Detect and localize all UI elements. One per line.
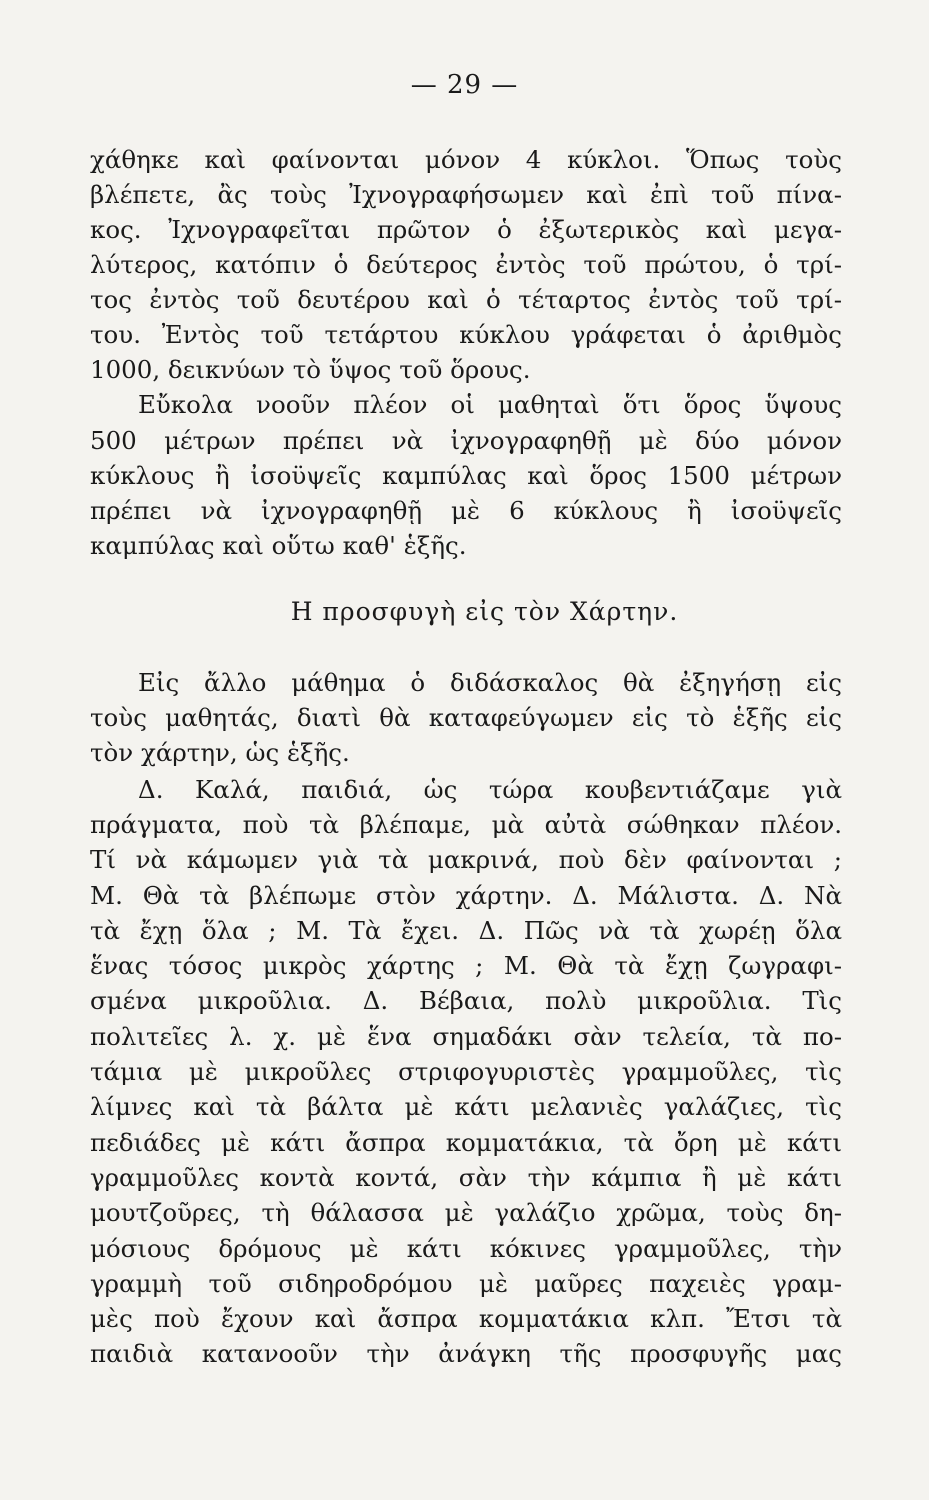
page-number: — 29 —: [410, 70, 519, 100]
text-line: πρέπει νὰ ἰχνογραφηθῇ μὲ 6 κύκλους ἢ ἰσοϋψεῖς: [90, 496, 842, 525]
text-line: 1000, δεικνύων τὸ ὕψος τοῦ ὅρους.: [90, 355, 531, 384]
text-line: του. Ἐντὸς τοῦ τετάρτου κύκλου γράφεται ὁ ἀριθμὸς: [90, 320, 842, 349]
section-heading: Η προσφυγὴ εἰς τὸν Χάρτην.: [290, 597, 679, 626]
text-line: παιδιὰ κατανοοῦν τὴν ἀνάγκη τῆς προσφυγῆς μας: [90, 1339, 842, 1368]
text-line: τος ἐντὸς τοῦ δευτέρου καὶ ὁ τέταρτος ἐντὸς τοῦ τρί-: [90, 285, 842, 314]
text-line: πολιτεῖες λ. χ. μὲ ἕνα σημαδάκι σὰν τελεία, τὰ πο-: [90, 1022, 842, 1051]
text-line: Εὔκολα νοοῦν πλέον οἱ μαθηταὶ ὅτι ὅρος ὕψους: [138, 390, 842, 419]
text-line: σμένα μικροῦλια. Δ. Βέβαια, πολὺ μικροῦλια. Τὶς: [90, 986, 842, 1015]
text-line: γραμμοῦλες κοντὰ κοντά, σὰν τὴν κάμπια ἢ μὲ κάτι: [90, 1163, 842, 1192]
text-line: Εἰς ἄλλο μάθημα ὁ διδάσκαλος θὰ ἐξηγήσῃ εἰς: [138, 668, 842, 697]
text-line: ἕνας τόσος μικρὸς χάρτης ; Μ. Θὰ τὰ ἔχῃ ζωγραφι-: [90, 951, 842, 980]
text-line: μόσιους δρόμους μὲ κάτι κόκινες γραμμοῦλες, τὴν: [90, 1234, 842, 1263]
text-line: πεδιάδες μὲ κάτι ἄσπρα κομματάκια, τὰ ὄρη μὲ κάτι: [90, 1128, 842, 1157]
text-line: καμπύλας καὶ οὕτω καθ' ἑξῆς.: [90, 531, 467, 560]
text-line: μουτζοῦρες, τὴ θάλασσα μὲ γαλάζιο χρῶμα, τοὺς δη-: [90, 1198, 842, 1227]
text-line: τὸν χάρτην, ὡς ἑξῆς.: [90, 738, 350, 767]
text-line: Τί νὰ κάμωμεν γιὰ τὰ μακρινά, ποὺ δὲν φαίνονται ;: [90, 845, 842, 874]
text-line: 500 μέτρων πρέπει νὰ ἰχνογραφηθῇ μὲ δύο μόνον: [90, 426, 842, 455]
text-line: λίμνες καὶ τὰ βάλτα μὲ κάτι μελανιὲς γαλάζιες, τὶς: [90, 1092, 842, 1121]
text-line: τοὺς μαθητάς, διατὶ θὰ καταφεύγωμεν εἰς τὸ ἑξῆς εἰς: [90, 703, 842, 732]
text-line: τάμια μὲ μικροῦλες στριφογυριστὲς γραμμοῦλες, τὶς: [90, 1057, 842, 1086]
text-line: γραμμὴ τοῦ σιδηροδρόμου μὲ μαῦρες παχειὲς γραμ-: [90, 1269, 842, 1298]
text-line: Δ. Καλά, παιδιά, ὡς τώρα κουβεντιάζαμε γιὰ: [138, 775, 842, 804]
text-line: λύτερος, κατόπιν ὁ δεύτερος ἐντὸς τοῦ πρώτου, ὁ τρί-: [90, 250, 842, 279]
text-line: τὰ ἔχῃ ὅλα ; Μ. Τὰ ἔχει. Δ. Πῶς νὰ τὰ χωρέῃ ὅλα: [90, 916, 842, 945]
text-line: κύκλους ἢ ἰσοϋψεῖς καμπύλας καὶ ὅρος 1500 μέτρων: [90, 461, 842, 490]
text-line: Μ. Θὰ τὰ βλέπωμε στὸν χάρτην. Δ. Μάλιστα. Δ. Νὰ: [90, 881, 842, 910]
text-line: πράγματα, ποὺ τὰ βλέπαμε, μὰ αὐτὰ σώθηκαν πλέον.: [90, 810, 842, 839]
text-line: χάθηκε καὶ φαίνονται μόνον 4 κύκλοι. Ὅπως τοὺς: [90, 145, 842, 174]
text-line: βλέπετε, ἂς τοὺς Ἰχνογραφήσωμεν καὶ ἐπὶ τοῦ πίνα-: [90, 180, 842, 209]
text-line: μὲς ποὺ ἔχουν καὶ ἄσπρα κομματάκια κλπ. Ἔτσι τὰ: [90, 1304, 842, 1333]
text-line: κος. Ἰχνογραφεῖται πρῶτον ὁ ἐξωτερικὸς καὶ μεγα-: [90, 215, 842, 244]
